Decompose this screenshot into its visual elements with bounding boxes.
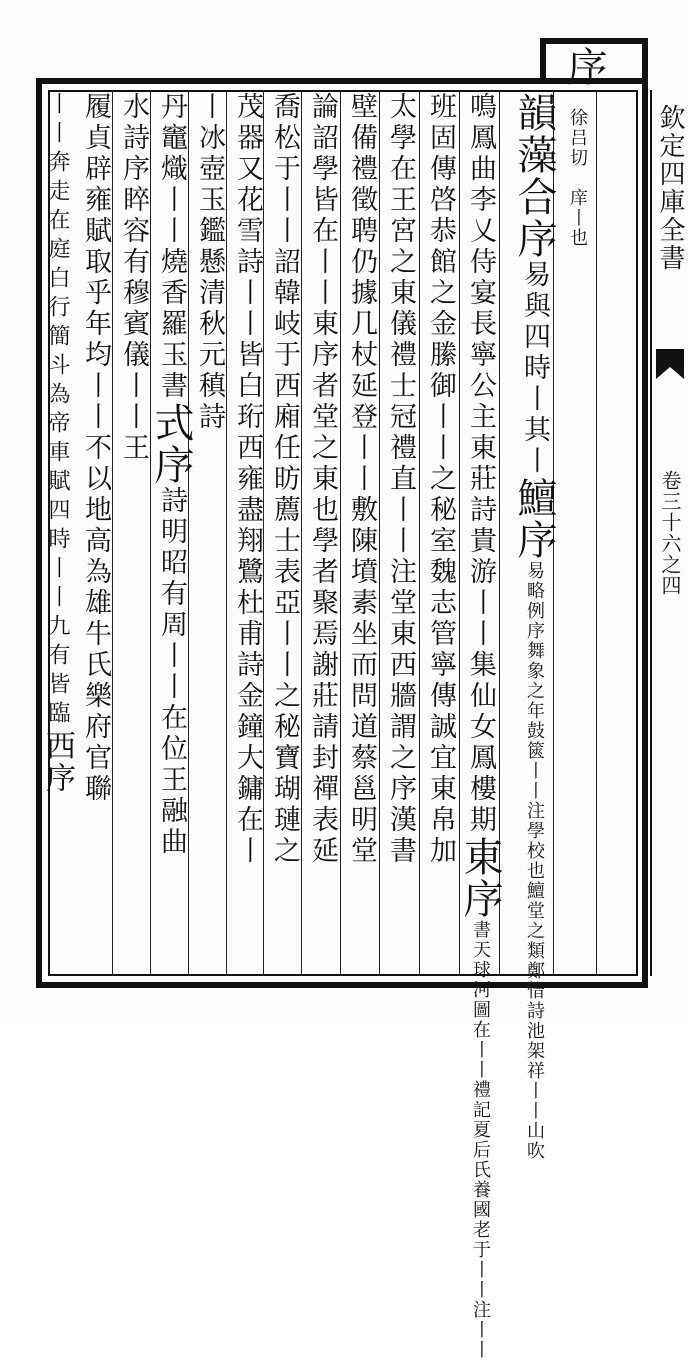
section-heading: 韻藻 — [511, 92, 557, 176]
text-column: 太學在王宮之東儀禮士冠禮直丨丨注堂東西牆謂之序漢書 — [385, 92, 416, 867]
text-column: 茂器又花雪詩丨丨皆白珩西雍盡翔鷺杜甫詩金鐘大鏞在丨 — [232, 92, 263, 867]
volume-number: 卷三十六之四 — [658, 470, 682, 596]
text-column: 論詔學皆在丨丨東序者堂之東也學者聚焉謝莊請封禪表延 — [307, 92, 338, 867]
entry-heading: 序 — [561, 46, 607, 86]
entry-heading: 式序 — [148, 402, 194, 486]
entry-text: 丨冰壺玉鑑懸清秋元稹詩 — [194, 92, 225, 433]
entry-text: 丹竈熾丨丨燒香羅玉書 — [156, 92, 187, 402]
entry-heading: 鱣序 — [511, 477, 557, 561]
column-rule — [596, 90, 597, 976]
entry-heading: 合序 — [511, 176, 557, 260]
text-column: 班固傳啓恭館之金縢御丨丨之秘室魏志管寧傳誠宜東帛加 — [425, 92, 456, 867]
text-column: 履貞辟雍賦取乎年均丨丨不以地高為雄牛氏樂府官聯 — [80, 92, 111, 805]
entry-text: 易與四時丨其丨 — [519, 260, 550, 477]
text-column — [457, 92, 503, 1360]
column-rule — [419, 90, 420, 976]
text-column: 喬松于丨丨詔韓岐于西廂任昉薦士表亞丨丨之秘寶瑚璉之 — [269, 92, 300, 867]
text-column — [148, 92, 194, 972]
entry-text: 易略例序舞象之年鼓篋丨丨注學校也鱣堂之類鄭愔詩池架祥丨丨山吹 — [524, 561, 545, 1161]
fish-tail-mark-icon — [652, 345, 688, 385]
entry-text: 書天球河圖在丨丨禮記夏后氏養國老于丨丨注丨丨 — [470, 920, 491, 1360]
text-column — [190, 92, 228, 972]
entry-heading: 西序 — [40, 730, 75, 794]
text-column: 壁備禮徵聘仍據几杖延登丨丨敷陳墳素坐而問道蔡邕明堂 — [346, 92, 377, 867]
gloss-text: 徐吕切 庠丨也 — [567, 108, 588, 248]
entry-text: 詩明昭有周丨丨在位王融曲 — [156, 486, 187, 858]
text-column — [503, 92, 557, 1161]
entry-text: 鳴鳳曲李乂侍宴長寧公主東莊詩貴游丨丨集仙女鳳樓期 — [465, 92, 496, 836]
book-title: 欽定四庫全書 — [655, 104, 685, 272]
entry-text: 丨丨奔走在庭白行簡斗為帝車賦四時丨丨九有皆臨 — [45, 92, 70, 730]
entry-heading: 東序 — [457, 836, 503, 920]
text-column: 水詩序睟容有穆賓儀丨丨王 — [118, 92, 149, 464]
text-column — [40, 92, 76, 972]
